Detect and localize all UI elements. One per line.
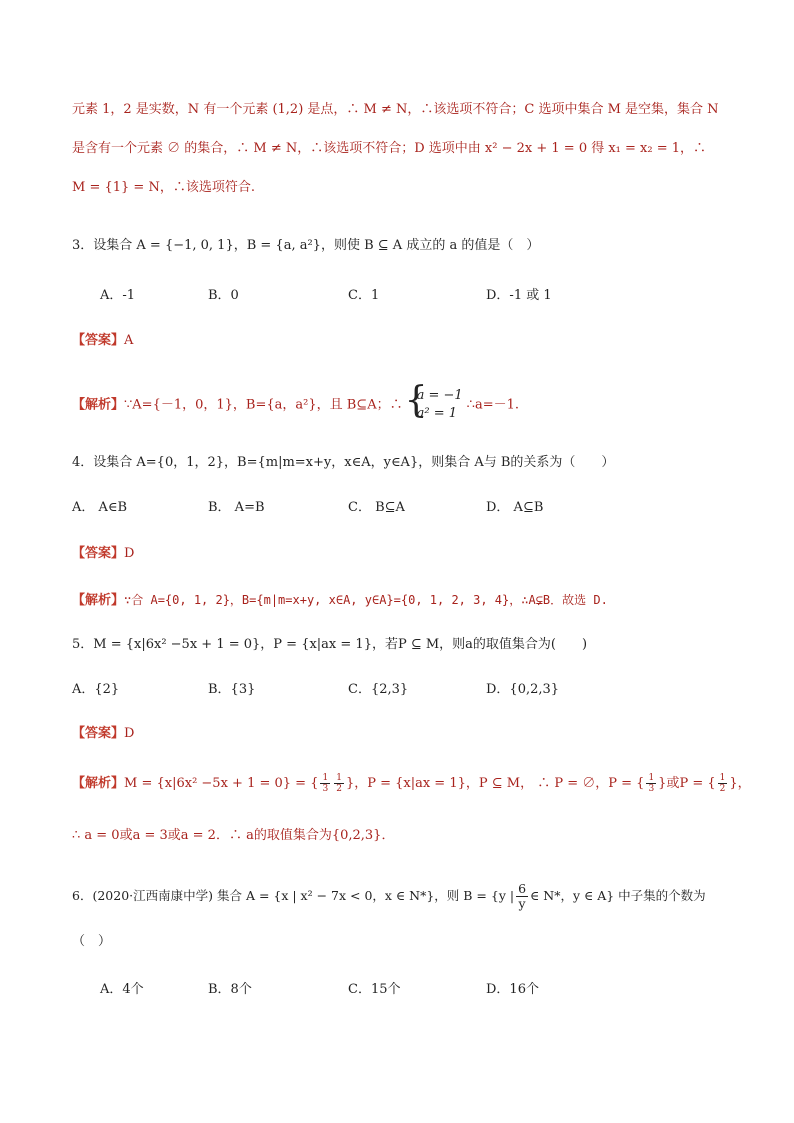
q5-stem: 5．M = {x|6x² −5x + 1 = 0}，P = {x|ax = 1}，若P ⊆ M，则a的取值集合为( ) [72, 637, 588, 652]
numerator: 1 [322, 773, 329, 783]
fraction-one-third [320, 773, 330, 794]
q3-answer [72, 331, 754, 351]
q5-analysis-post: }， [729, 776, 751, 791]
q5-option-c: C．{2,3} [348, 682, 409, 697]
q3-system-row-2: a² = 1 [416, 406, 457, 421]
fraction-one-half [334, 773, 344, 794]
q5-analysis-line-1 [72, 773, 754, 801]
analysis-tag: 【解析】 [72, 776, 125, 791]
fraction-one-third [646, 773, 656, 794]
q3-analysis [72, 387, 754, 427]
q5-answer-value: D [124, 726, 135, 741]
q5-analysis-pre: M = {x|6x² −5x + 1 = 0} = { [124, 776, 319, 791]
q3-equation-system [407, 387, 463, 423]
q3-system-row-1: { a = −1 [416, 388, 463, 403]
q3-option-b: B．0 [208, 288, 239, 303]
q5-analysis-mid2: }或P = { [658, 776, 716, 791]
answer-tag: 【答案】 [72, 546, 125, 561]
q5-analysis-line-2: ∴ a = 0或a = 3或a = 2．∴ a的取值集合为{0,2,3}． [72, 828, 395, 843]
prev-solution-line-2: 是含有一个元素 ∅ 的集合，∴ M ≠ N，∴该选项不符合；D 选项中由 x² − 2x + 1 = 0 得 x₁ = x₂ = 1，∴ [72, 141, 707, 156]
analysis-tag: 【解析】 [72, 397, 125, 413]
q5-option-d: D．{0,2,3} [486, 682, 560, 697]
numerator: 1 [648, 773, 655, 783]
q4-analysis [72, 590, 754, 611]
q3-option-d: D．-1 或 1 [486, 288, 552, 303]
q6-stem-line-2: （ ） [72, 934, 112, 949]
q5-option-a: A．{2} [72, 682, 120, 697]
q4-option-b: B． A=B [208, 500, 265, 515]
q4-option-d: D． A⊆B [486, 500, 544, 515]
q6-option-c: C．15个 [348, 982, 401, 997]
q3-option-a: A．-1 [100, 288, 136, 303]
answer-tag: 【答案】 [72, 726, 125, 741]
q4-analysis-text: ∵合 A={0, 1, 2}，B={m|m=x+y, x∈A, y∈A}={0, 1, 2, 3, 4}，∴A⊊B．故选 D. [124, 593, 608, 607]
q4-answer-value: D [124, 546, 135, 561]
q5-analysis-mid: }，P = {x|ax = 1}，P ⊆ M， ∴ P = ∅，P = { [345, 776, 645, 791]
answer-tag: 【答案】 [72, 333, 125, 348]
q4-answer [72, 544, 754, 564]
q6-option-b: B．8个 [208, 982, 252, 997]
numerator: 6 [518, 881, 527, 896]
q6-stem [72, 882, 754, 918]
analysis-tag: 【解析】 [72, 593, 125, 608]
q3-answer-value: A [124, 333, 134, 348]
fraction-one-half [718, 773, 728, 794]
q6-stem-post: ∈ N*，y ∈ A} 中子集的个数为 [530, 888, 706, 903]
q4-stem: 4．设集合 A={0，1，2}，B={m|m=x+y，x∈A，y∈A}，则集合 A与 B的关系为（ ） [72, 455, 615, 470]
q6-option-d: D．16个 [486, 982, 539, 997]
denominator: 3 [648, 784, 655, 794]
denominator: y [518, 896, 526, 911]
numerator: 1 [719, 773, 726, 783]
q3-option-c: C．1 [348, 288, 380, 303]
q5-answer [72, 724, 754, 744]
q5-option-b: B．{3} [208, 682, 256, 697]
fraction-six-over-y [516, 882, 528, 911]
denominator: 2 [336, 784, 342, 794]
q3-analysis-post: ∴a=－1. [466, 397, 519, 413]
q3-analysis-pre: ∵A={－1，0，1}，B={a，a²}，且 B⊆A；∴ [124, 397, 403, 413]
denominator: 3 [322, 784, 329, 794]
numerator: 1 [336, 773, 342, 783]
denominator: 2 [719, 784, 726, 794]
prev-solution-line-1: 元素 1，2 是实数，N 有一个元素 (1,2) 是点，∴ M ≠ N，∴该选项不符合；C 选项中集合 M 是空集，集合 N [72, 102, 719, 117]
q6-option-a: A．4个 [100, 982, 144, 997]
q4-option-a: A． A∈B [72, 500, 128, 515]
q4-option-c: C． B⊆A [348, 500, 405, 515]
q6-stem-pre: 6．(2020·江西南康中学) 集合 A = {x | x² − 7x < 0，x ∈ N*}，则 B = {y | [72, 888, 515, 903]
q3-stem: 3．设集合 A = {−1, 0, 1}，B = {a, a²}，则使 B ⊆ A 成立的 a 的值是（ ） [72, 238, 540, 253]
prev-solution-line-3: M = {1} = N，∴该选项符合. [72, 180, 255, 195]
